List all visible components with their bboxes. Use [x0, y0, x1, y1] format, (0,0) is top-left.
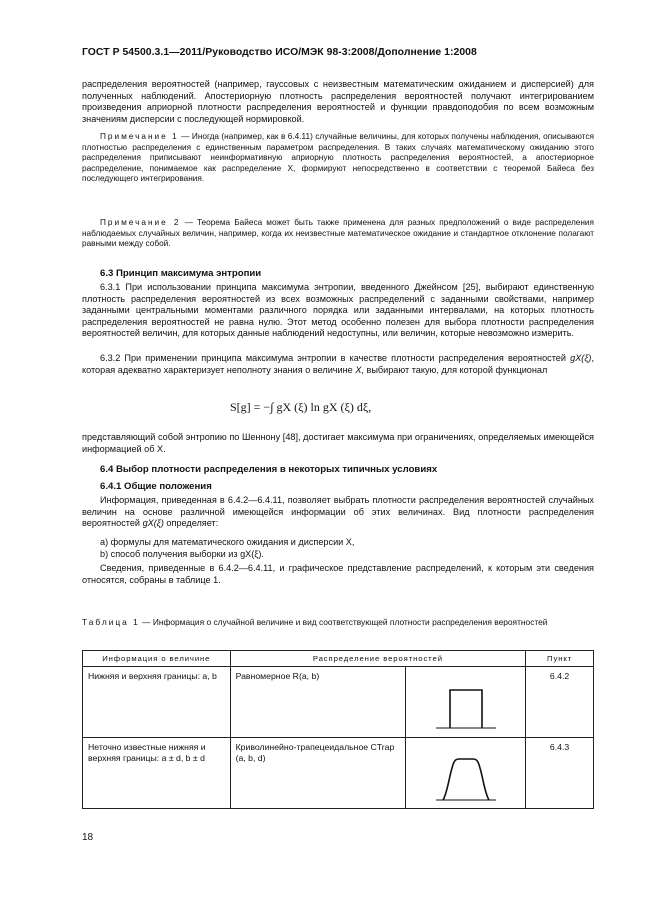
paragraph-text: определяет: [163, 518, 219, 529]
cell-text: 6.4.3 [549, 742, 570, 752]
cell-distribution [230, 738, 406, 809]
math-gx: gX(ξ) [570, 353, 592, 363]
note-text: — Иногда (например, как в 6.4.11) случайные величины, для которых получены наблюдения, описываются плотностью распределения с единственным параметром распределения. В таких случаях математическому ожиданию этого распределения приписывают неинформативную априорную плотность распределения вероятностей, а апостериорное распределение, понимаемое как распределение X, формируют непосредственно в соответствии с теоремой Байеса без последующего интегрирования. [82, 132, 595, 184]
cell-clause [526, 667, 594, 738]
cell-info [83, 738, 231, 809]
paragraph-6-3-1 [82, 282, 594, 340]
note-1 [82, 132, 594, 185]
column-header-distribution [230, 651, 526, 667]
column-header-info [83, 651, 231, 667]
distribution-table [82, 650, 594, 809]
cell-info [83, 667, 231, 738]
section-heading-6-4-1: 6.4.1 Общие положения [100, 481, 212, 492]
section-heading-6-4: 6.4 Выбор плотности распределения в некоторых типичных условиях [100, 464, 438, 475]
paragraph-6-4-1 [82, 495, 594, 530]
cell-text: 6.4.2 [549, 671, 570, 681]
note-label: Примечание 2 [100, 218, 181, 227]
paragraph-table-reference [82, 563, 594, 586]
paragraph-text: 6.3.2 При применении принципа максимума энтропии в качестве плотности распределения вероятностей [100, 353, 571, 363]
section-heading-6-3: 6.3 Принцип максимума энтропии [100, 268, 262, 279]
paragraph-text: 6.3.1 При использовании принципа максимума энтропии, введенного Джейнсом [25], выбирают единственную плотность распределения вероятностей из всех возможных распределений с заданными свойствами, например заданными центральными моментами различного порядка или заданными интервалами, на которых плотность распределения вероятностей не равна нулю. Этот метод особенно полезен для выбора плотности распределения вероятностей величин, для которых данные наблюдений недоступны, или величин, которые невозможно измерить. [82, 282, 594, 339]
cell-clause [526, 738, 594, 809]
paragraph-6-3-2 [82, 353, 594, 376]
math-x: X [355, 364, 362, 375]
cell-text: Криволинейно-трапецеидальное CTrap (a, b, d) [235, 742, 395, 763]
document-header: ГОСТ Р 54500.3.1—2011/Руководство ИСО/МЭК 98-3:2008/Дополнение 1:2008 [82, 47, 477, 58]
cell-text: Неточно известные нижняя и верхняя границы: a ± d, b ± d [88, 742, 206, 763]
page-number: 18 [82, 832, 94, 843]
list-item-b: b) способ получения выборки из gX(ξ). [100, 549, 264, 559]
table-row [83, 738, 594, 809]
cell-graph [406, 667, 526, 738]
paragraph-continuation [82, 79, 594, 125]
paragraph-text: представляющий собой энтропию по Шеннону [48], достигает максимума при ограничениях, определяемых имеющейся информацией об X. [82, 432, 594, 454]
paragraph-text: Информация, приведенная в 6.4.2—6.4.11, позволяет выбрать плотности распределения вероятностей случайных величин на основе различной имеющейся информации об этих величинах. Вид плотности распределения вероятностей [82, 495, 594, 529]
cell-graph [406, 738, 526, 809]
cell-distribution [230, 667, 406, 738]
paragraph-text: Сведения, приведенные в 6.4.2—6.4.11, и графическое представление распределений, к которым эти сведения относятся, собраны в таблице 1. [82, 563, 594, 585]
paragraph-text: , которая адекватно характеризует неполноту знания о величине [82, 353, 594, 375]
cell-text: Равномерное R(a, b) [235, 671, 320, 681]
header-text: Распределение вероятностей [312, 654, 443, 663]
paragraph-after-formula [82, 432, 594, 455]
table-row [83, 667, 594, 738]
table-header-row [83, 651, 594, 667]
table-caption-label: Таблица 1 [82, 617, 140, 627]
paragraph-text: , выбирают такую, для которой функционал [361, 364, 548, 375]
math-gx: gX(ξ) [142, 518, 164, 529]
table-caption [82, 617, 594, 628]
cell-text: Нижняя и верхняя границы: a, b [88, 671, 217, 681]
note-label: Примечание 1 [100, 132, 179, 141]
paragraph-text: распределения вероятностей (например, гауссовых с неизвестным математическим ожиданием и дисперсией) для полученных наблюдений. Апостериорную плотность распределения вероятностей получают интегрированием произведения априорной плотности распределения вероятностей и функции правдоподобия по всем возможным значениям дисперсии с последующей нормировкой. [82, 79, 594, 124]
header-text: Пункт [547, 654, 573, 663]
header-text: Информация о величине [102, 654, 211, 663]
uniform-distribution-graph [406, 667, 524, 735]
column-header-clause [526, 651, 594, 667]
list-item-a: a) формулы для математического ожидания и дисперсии X, [100, 537, 355, 547]
curvilinear-trapezoid-graph [406, 738, 524, 806]
note-text: — Теорема Байеса может быть также применена для разных предположений о виде распределения наблюдаемых случайных величин, например, когда их неизвестные математическое ожидание и стандартное отклонение полагают равными между собой. [82, 218, 594, 249]
table-caption-text: — Информация о случайной величине и вид соответствующей плотности распределения вероятностей [139, 617, 548, 627]
entropy-formula: S[g] = −∫ gX (ξ) ln gX (ξ) dξ, [230, 400, 372, 414]
note-2 [82, 218, 594, 250]
